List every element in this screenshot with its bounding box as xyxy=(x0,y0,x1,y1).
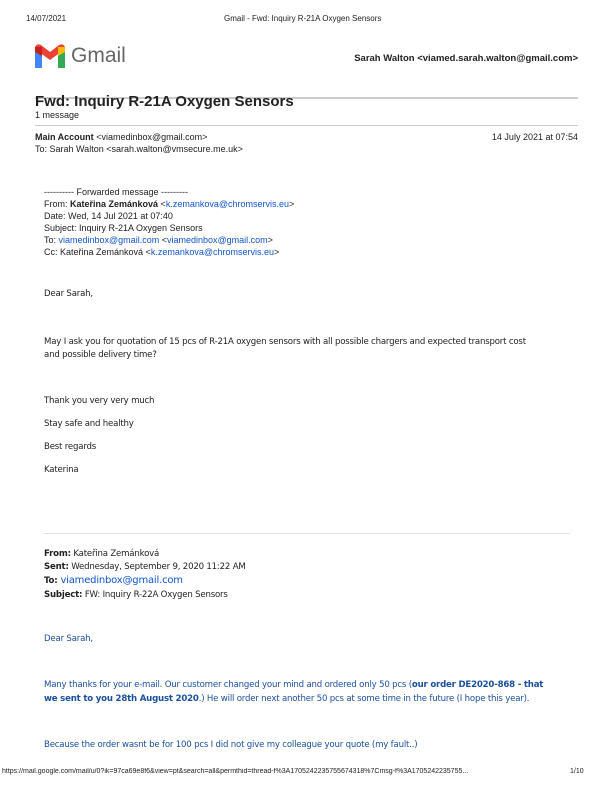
body-line: Thank you very very much xyxy=(44,396,155,406)
print-url: https://mail.google.com/mail/u/0?ik=97ca69e8f6&view=pt&search=all&permthid=thread-f%3A1705242235755674318%7Cmsg-f%3A17052422357​55... xyxy=(2,768,469,775)
print-title: Gmail - Fwd: Inquiry R-21A Oxygen Sensors xyxy=(224,14,382,23)
email-link[interactable]: viamedinbox@gmail.com xyxy=(60,575,183,586)
email-link[interactable]: viamedinbox@gmail.com xyxy=(166,235,268,245)
email-link[interactable]: viamedinbox@gmail.com xyxy=(58,235,160,245)
quoted-body-line: Because the order wasnt be for 100 pcs I did not give my colleague your quote (my fault..) xyxy=(44,740,418,750)
body-line: May I ask you for quotation of 15 pcs of R-21A oxygen sensors with all possible chargers and expected transport cost xyxy=(44,337,526,347)
quoted-body-line: Many thanks for your e-mail. Our customer changed your mind and ordered only 50 pcs (our order DE2020-868 - that xyxy=(44,680,544,690)
forward-date: Date: Wed, 14 Jul 2021 at 07:40 xyxy=(44,211,173,221)
thread-subject: Fwd: Inquiry R-21A Oxygen Sensors xyxy=(35,93,294,110)
account-label: Sarah Walton <viamed.sarah.walton@gmail.com> xyxy=(354,53,578,64)
message-recipient: To: Sarah Walton <sarah.walton@vmsecure.me.uk> xyxy=(35,144,243,154)
body-line: and possible delivery time? xyxy=(44,350,157,360)
email-link[interactable]: k.zemankova@chromservis.eu xyxy=(165,199,289,209)
body-line: Stay safe and healthy xyxy=(44,419,134,429)
message-count: 1 message xyxy=(35,110,80,120)
message-sender: Main Account <viamedinbox@gmail.com> xyxy=(35,132,208,142)
quoted-sent: Sent: Wednesday, September 9, 2020 11:22 AM xyxy=(44,562,246,572)
quoted-body-line: we sent to you 28th August 2020.) He will order next another 50 pcs at some time in the future (I hope this year). xyxy=(44,694,530,704)
email-link[interactable]: k.zemankova@chromservis.eu xyxy=(150,247,274,257)
forward-cc: Cc: Kateřina Zemánková <k.zemankova@chromservis.eu> xyxy=(44,247,280,257)
quoted-from: From: Kateřina Zemánková xyxy=(44,549,160,559)
forward-to: To: viamedinbox@gmail.com <viamedinbox@gmail.com> xyxy=(44,235,273,245)
signature: Katerina xyxy=(44,465,79,475)
gmail-logo xyxy=(35,44,126,73)
message-date: 14 July 2021 at 07:54 xyxy=(491,132,578,142)
forward-subject: Subject: Inquiry R-21A Oxygen Sensors xyxy=(44,223,203,233)
forward-separator: ---------- Forwarded message --------- xyxy=(44,187,188,197)
quoted-to: To: viamedinbox@gmail.com xyxy=(44,575,183,586)
quoted-subject: Subject: FW: Inquiry R-22A Oxygen Sensors xyxy=(44,590,228,600)
quoted-greeting: Dear Sarah, xyxy=(44,634,93,644)
print-date: 14/07/2021 xyxy=(26,14,67,23)
page-number: 1/10 xyxy=(570,768,584,775)
forward-from: From: Kateřina Zemánková <k.zemankova@chromservis.eu> xyxy=(44,199,295,209)
greeting: Dear Sarah, xyxy=(44,289,93,299)
gmail-m-icon xyxy=(35,44,65,68)
gmail-wordmark: Gmail xyxy=(71,44,126,67)
body-line: Best regards xyxy=(44,442,97,452)
